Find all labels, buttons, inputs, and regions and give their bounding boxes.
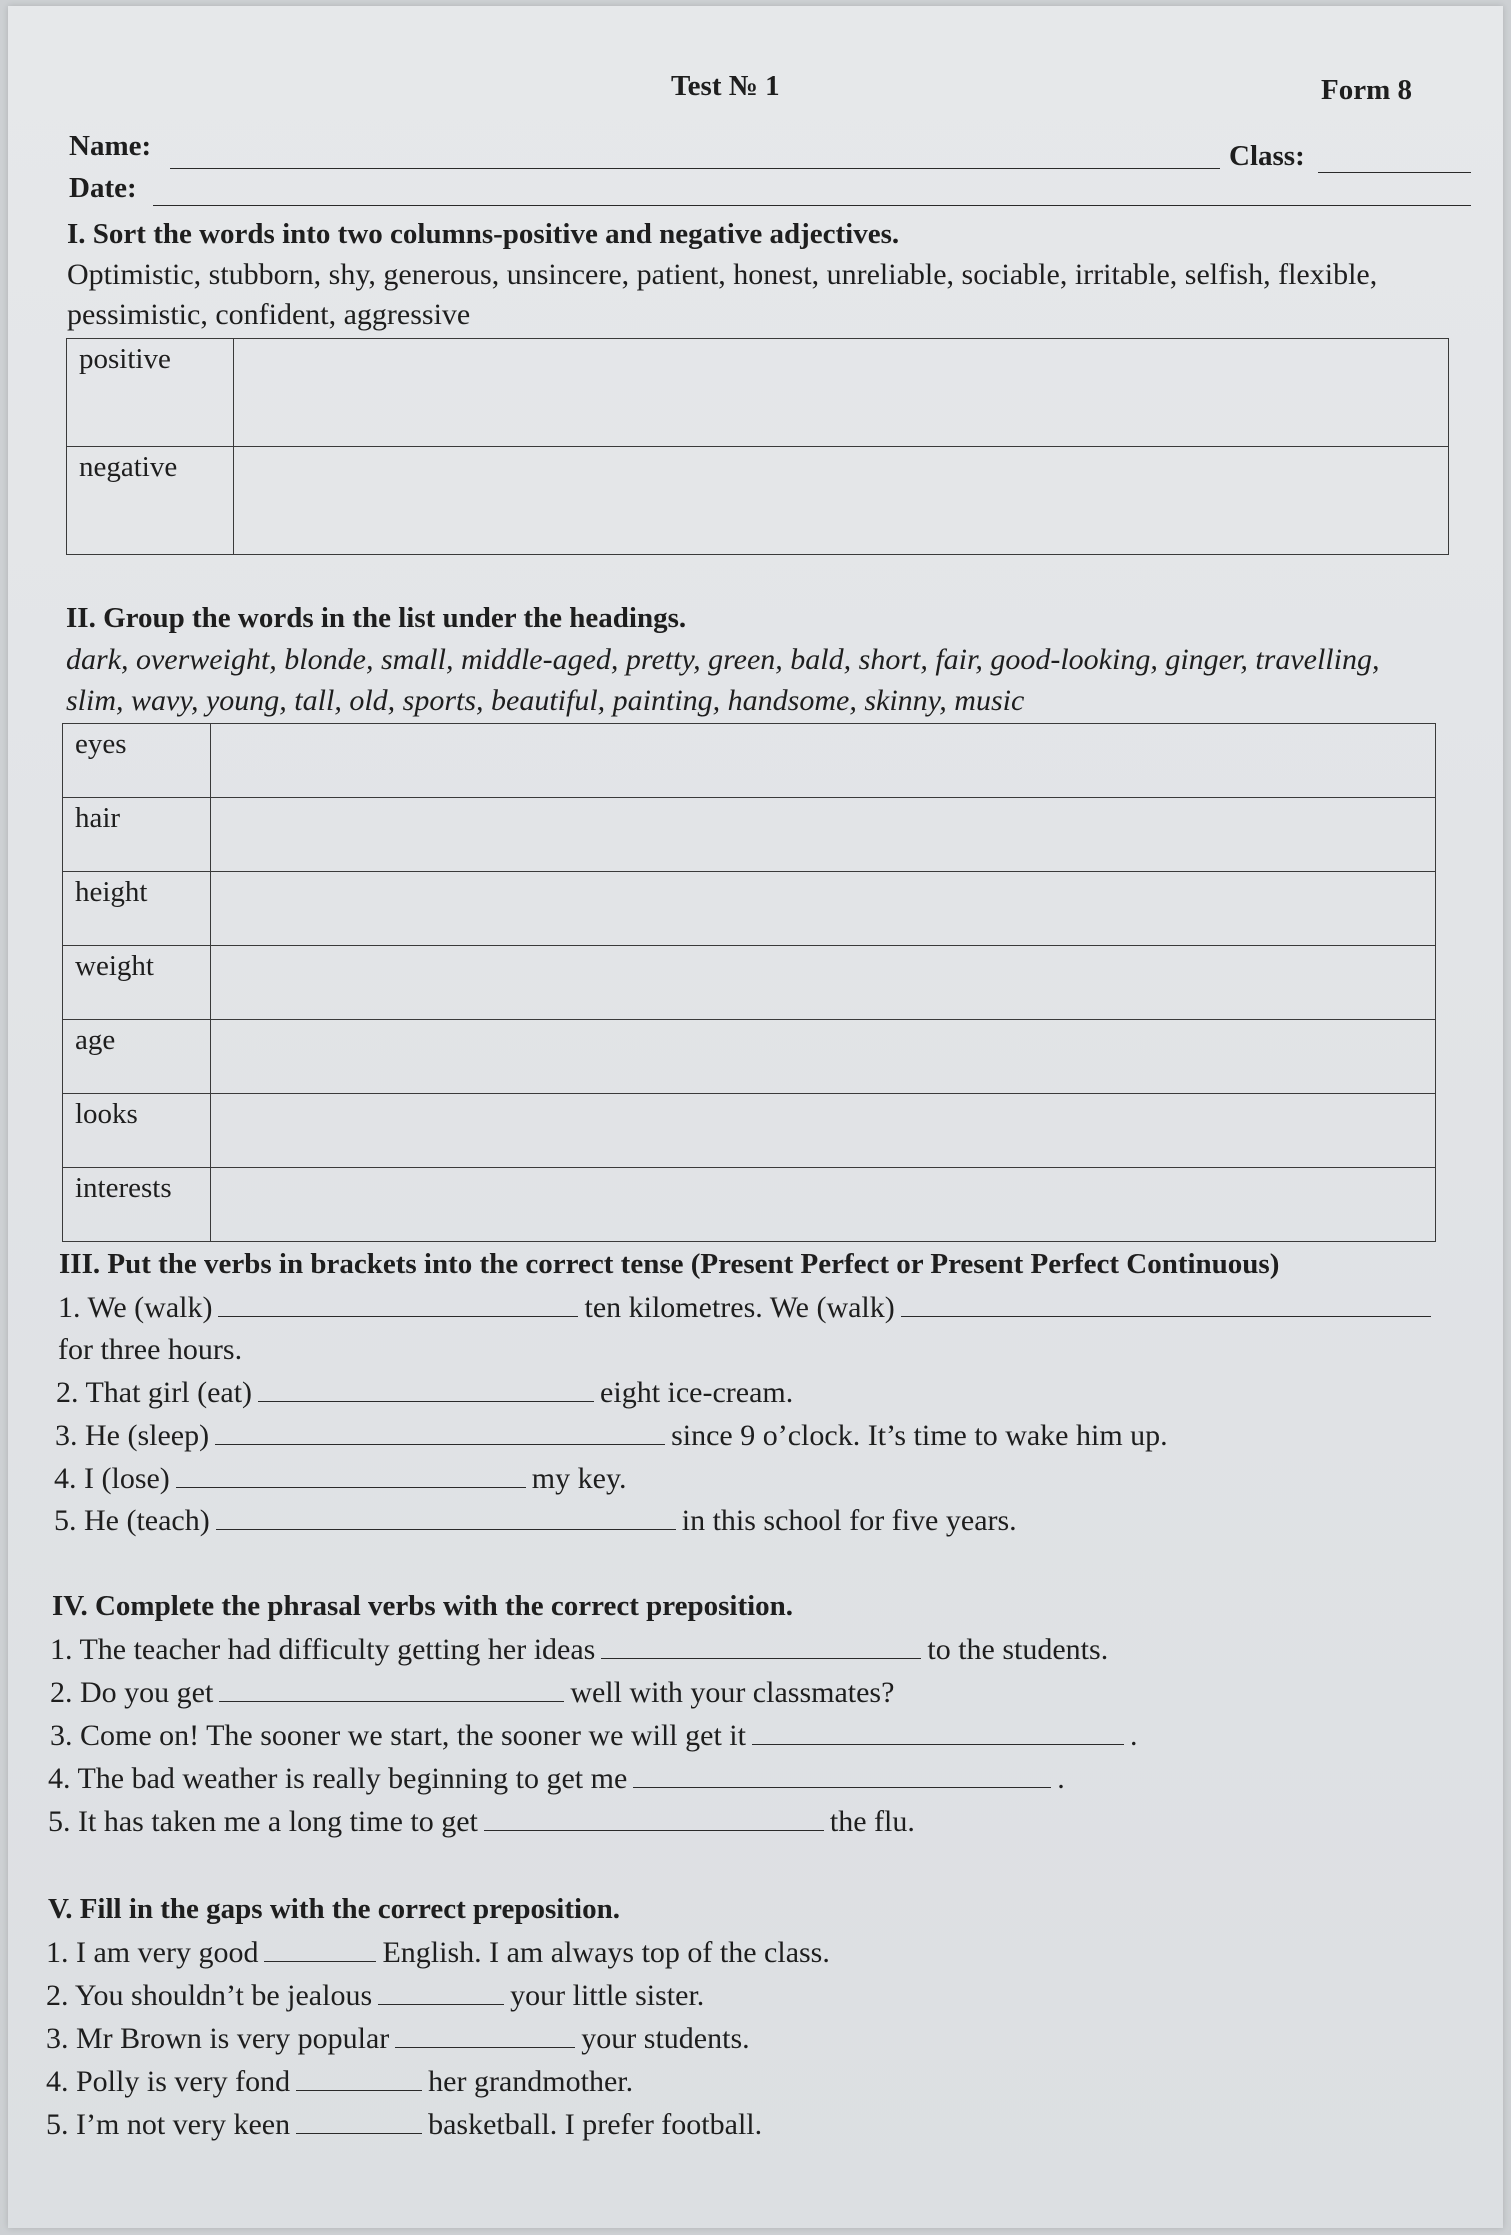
appearance-table xyxy=(62,723,1436,1242)
table-row xyxy=(63,1020,1436,1094)
section5-question-3: 3. Mr Brown is very popular your students. xyxy=(46,2022,750,2055)
section4-heading: IV. Complete the phrasal verbs with the correct preposition. xyxy=(52,1590,794,1622)
answer-cell-height[interactable] xyxy=(211,872,1436,946)
answer-cell-age[interactable] xyxy=(211,1020,1436,1094)
answer-blank[interactable] xyxy=(752,1718,1124,1745)
class-field-line[interactable] xyxy=(1318,172,1471,173)
answer-cell-positive[interactable] xyxy=(234,339,1449,447)
table-row xyxy=(67,339,1449,447)
answer-blank[interactable] xyxy=(901,1290,1431,1317)
section3-question-4: 4. I (lose) my key. xyxy=(54,1462,627,1495)
table-row xyxy=(67,447,1449,555)
table-row xyxy=(63,872,1436,946)
answer-blank[interactable] xyxy=(219,1675,564,1702)
name-field-line[interactable] xyxy=(170,168,1220,169)
answer-blank[interactable] xyxy=(218,1290,578,1317)
class-label: Class: xyxy=(1229,140,1305,172)
row-label-negative: negative xyxy=(67,447,234,555)
answer-blank[interactable] xyxy=(258,1375,594,1402)
answer-blank[interactable] xyxy=(296,2064,422,2091)
answer-cell-negative[interactable] xyxy=(234,447,1449,555)
answer-cell-eyes[interactable] xyxy=(211,724,1436,798)
section5-question-2: 2. You shouldn’t be jealous your little sister. xyxy=(46,1979,705,2012)
table-row xyxy=(63,946,1436,1020)
section2-words-line2: slim, wavy, young, tall, old, sports, beautiful, painting, handsome, skinny, music xyxy=(66,684,1025,717)
section5-question-5: 5. I’m not very keen basketball. I prefer football. xyxy=(46,2108,763,2141)
section4-question-2: 2. Do you get well with your classmates? xyxy=(50,1676,895,1709)
section5-heading: V. Fill in the gaps with the correct preposition. xyxy=(48,1893,620,1925)
name-label: Name: xyxy=(69,130,152,162)
answer-blank[interactable] xyxy=(601,1632,921,1659)
answer-cell-hair[interactable] xyxy=(211,798,1436,872)
row-label-interests: interests xyxy=(63,1168,211,1242)
answer-blank[interactable] xyxy=(215,1418,665,1445)
section3-question-2: 2. That girl (eat) eight ice-cream. xyxy=(56,1376,794,1409)
answer-blank[interactable] xyxy=(216,1503,676,1530)
section5-question-1: 1. I am very good English. I am always top of the class. xyxy=(46,1936,830,1969)
table-row xyxy=(63,798,1436,872)
section4-question-5: 5. It has taken me a long time to get the flu. xyxy=(48,1805,915,1838)
table-row xyxy=(63,724,1436,798)
row-label-hair: hair xyxy=(63,798,211,872)
section1-words-line2: pessimistic, confident, aggressive xyxy=(67,298,471,331)
answer-blank[interactable] xyxy=(264,1935,376,1962)
answer-blank[interactable] xyxy=(176,1461,526,1488)
section3-heading: III. Put the verbs in brackets into the correct tense (Present Perfect or Present Perfect Continuous) xyxy=(59,1248,1280,1280)
section3-question-3: 3. He (sleep) since 9 o’clock. It’s time to wake him up. xyxy=(55,1419,1168,1452)
row-label-height: height xyxy=(63,872,211,946)
section3-question-1: 1. We (walk) ten kilometres. We (walk) xyxy=(58,1290,1437,1325)
section5-question-4: 4. Polly is very fond her grandmother. xyxy=(46,2065,634,2098)
adjectives-table xyxy=(66,338,1449,555)
answer-blank[interactable] xyxy=(633,1761,1051,1788)
test-title: Test № 1 xyxy=(671,70,780,102)
date-label: Date: xyxy=(69,172,137,204)
answer-cell-interests[interactable] xyxy=(211,1168,1436,1242)
answer-blank[interactable] xyxy=(378,1978,504,2005)
table-row xyxy=(63,1168,1436,1242)
section4-question-4: 4. The bad weather is really beginning to get me . xyxy=(48,1762,1065,1795)
section3-question-5: 5. He (teach) in this school for five years. xyxy=(54,1504,1017,1537)
section2-words-line1: dark, overweight, blonde, small, middle-aged, pretty, green, bald, short, fair, good-looking, ginger, travelling, xyxy=(66,643,1380,676)
date-field-line[interactable] xyxy=(153,205,1471,206)
row-label-positive: positive xyxy=(67,339,234,447)
section4-question-1: 1. The teacher had difficulty getting her ideas to the students. xyxy=(50,1633,1109,1666)
section2-heading: II. Group the words in the list under the headings. xyxy=(66,602,687,634)
row-label-looks: looks xyxy=(63,1094,211,1168)
row-label-weight: weight xyxy=(63,946,211,1020)
section1-words-line1: Optimistic, stubborn, shy, generous, unsincere, patient, honest, unreliable, sociable, irritable, selfish, flexible, xyxy=(67,258,1378,291)
answer-cell-weight[interactable] xyxy=(211,946,1436,1020)
form-label: Form 8 xyxy=(1321,74,1412,106)
answer-blank[interactable] xyxy=(395,2021,575,2048)
table-row xyxy=(63,1094,1436,1168)
section4-question-3: 3. Come on! The sooner we start, the sooner we will get it . xyxy=(50,1719,1138,1752)
row-label-age: age xyxy=(63,1020,211,1094)
section1-heading: I. Sort the words into two columns-positive and negative adjectives. xyxy=(67,218,900,250)
section3-question-1-cont: for three hours. xyxy=(58,1333,243,1366)
row-label-eyes: eyes xyxy=(63,724,211,798)
answer-cell-looks[interactable] xyxy=(211,1094,1436,1168)
answer-blank[interactable] xyxy=(296,2107,422,2134)
answer-blank[interactable] xyxy=(484,1804,824,1831)
